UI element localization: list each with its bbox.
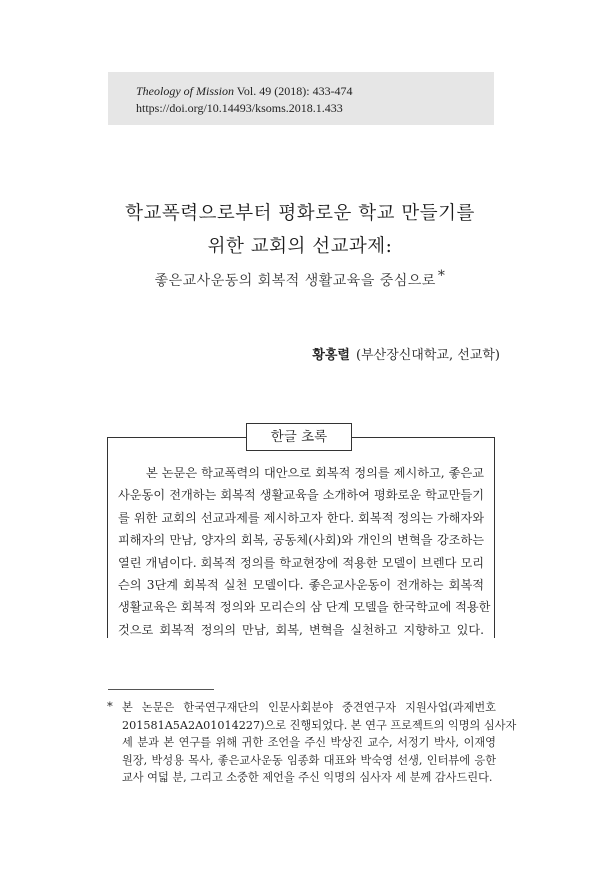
journal-name: Theology of Mission	[136, 84, 234, 98]
subtitle-text: 좋은교사운동의 회복적 생활교육을 중심으로	[154, 273, 436, 289]
abstract-body	[118, 462, 491, 641]
footnote-line: 세 분과 본 연구를 위해 귀한 조언을 주신 박상진 교수, 서정기 박사, 이재영	[122, 736, 496, 750]
volume-info: Vol. 49 (2018): 433-474	[234, 84, 353, 98]
subtitle-footnote-marker[interactable]: *	[437, 268, 446, 284]
abstract-line: 슨의 3단계 회복적 실천 모델이다. 좋은교사운동이 전개하는 회복적	[118, 578, 484, 593]
footnote-marker: *	[107, 699, 113, 713]
footnote-line: 201581A5A2A01014227)으로 진행되었다. 본 연구 프로젝트의 익명의 심사자	[122, 718, 517, 732]
doi-link[interactable]: https://doi.org/10.14493/ksoms.2018.1.433	[136, 101, 343, 115]
footnote-divider	[108, 689, 214, 690]
abstract-line: 열린 개념이다. 회복적 정의를 학교현장에 적용한 모델이 브렌다 모리	[118, 555, 484, 570]
footnote-line: 교사 여덟 분, 그리고 소중한 제언을 주신 익명의 심사자 세 분께 감사드린다.	[122, 771, 493, 785]
author-line	[312, 344, 500, 363]
abstract-line: 본 논문은 학교폭력의 대안으로 회복적 정의를 제시하고, 좋은교	[146, 466, 484, 480]
paper-title-line-2: 위한 교회의 선교과제:	[207, 236, 393, 257]
paper-title-line-1: 학교폭력으로부터 평화로운 학교 만들기를	[125, 203, 475, 224]
footnote-line: 본 논문은 한국연구재단의 인문사회분야 중견연구자 지원사업(과제번호	[122, 701, 496, 714]
footnote-line: 원장, 박성용 목사, 좋은교사운동 임종화 대표와 박숙영 선생, 인터뷰에 응한	[122, 753, 496, 767]
abstract-line: 것으로 회복적 정의의 만남, 회복, 변혁을 실천하고 지향하고 있다.	[118, 622, 484, 637]
journal-header	[108, 72, 494, 125]
abstract-label: 한글 초록	[246, 423, 352, 451]
abstract-line: 피해자의 만남, 양자의 회복, 공동체(사회)와 개인의 변혁을 강조하는	[118, 533, 484, 548]
abstract-line: 생활교육은 회복적 정의와 모리슨의 삼 단계 모델을 한국학교에 적용한	[118, 600, 491, 615]
abstract-line: 사운동이 전개하는 회복적 생활교육을 소개하여 평화로운 학교만들기	[118, 488, 484, 503]
author-name: 황홍렬	[312, 348, 350, 363]
journal-citation	[136, 83, 494, 100]
abstract-line: 를 위한 교회의 선교과제를 제시하고자 한다. 회복적 정의는 가해자와	[118, 510, 484, 525]
author-affiliation: (부산장신대학교, 선교학)	[356, 348, 500, 363]
footnote-body	[122, 699, 517, 787]
paper-subtitle	[0, 268, 600, 290]
